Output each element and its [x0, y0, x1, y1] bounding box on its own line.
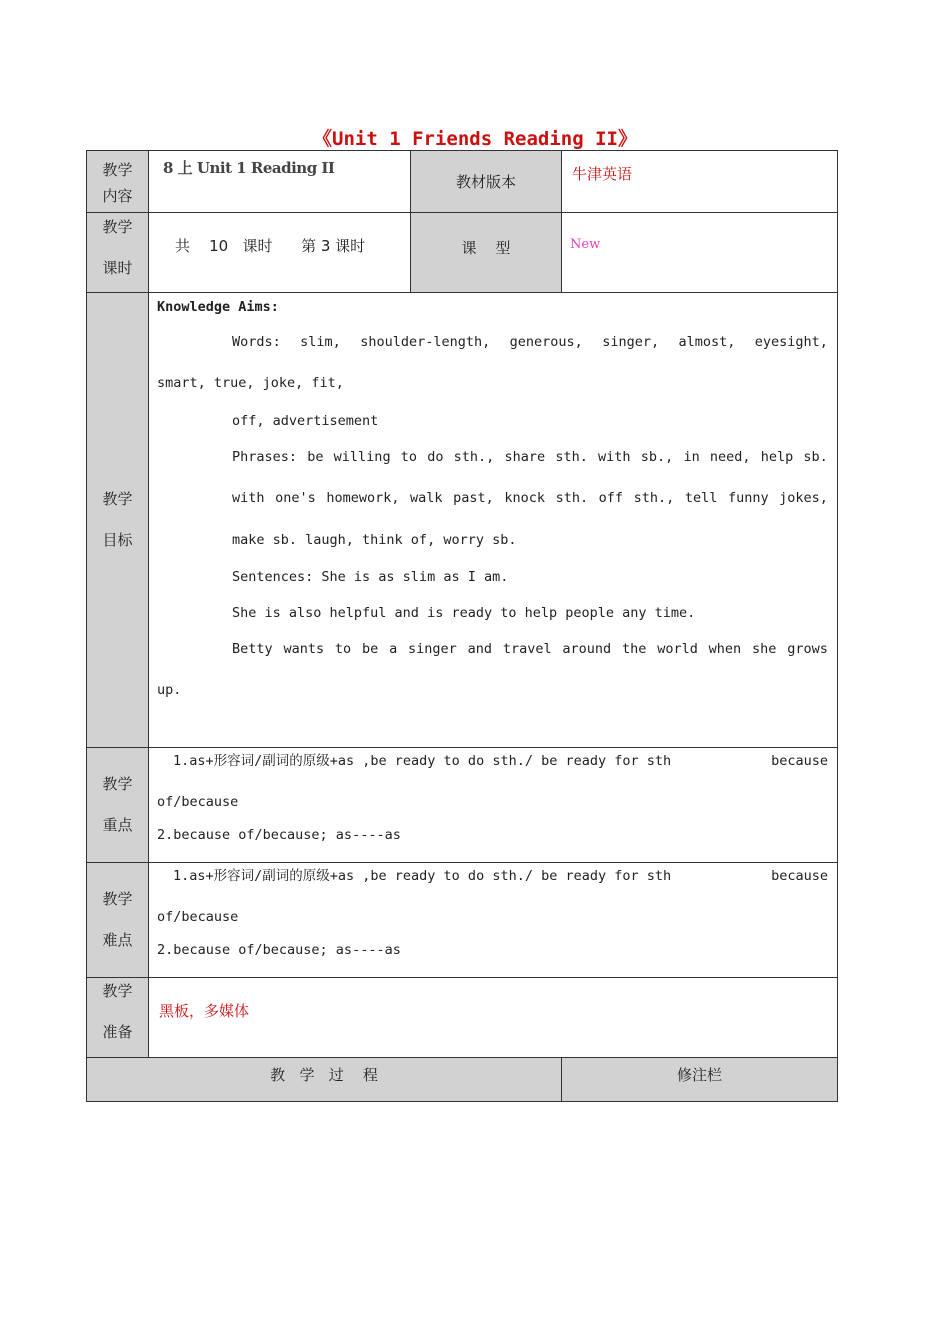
row-key-points	[87, 748, 838, 863]
word: world	[657, 641, 698, 657]
word: when	[708, 641, 742, 657]
label-difficulties	[87, 863, 149, 978]
type-value: New	[570, 237, 601, 252]
word: off	[598, 490, 624, 506]
label-line: 内容	[102, 187, 133, 205]
key-points-text-end: because	[771, 753, 828, 769]
edition-value: 牛津英语	[572, 165, 633, 183]
difficulties-text: 1.as+形容词/副词的原级+as ,be ready to do sth./ be ready for sth	[173, 868, 672, 884]
word: sth.	[555, 490, 589, 506]
edition-label-cell	[411, 151, 562, 213]
notes-label: 修注栏	[676, 1066, 722, 1084]
word: eyesight,	[754, 334, 828, 350]
label-line: 教学	[102, 775, 133, 793]
notes-label-cell	[562, 1058, 838, 1102]
label-line: 教学	[102, 218, 133, 236]
word: in	[683, 449, 700, 465]
word: funny	[727, 490, 769, 506]
label-line: 难点	[102, 931, 133, 949]
word: sb.	[803, 449, 828, 465]
label-aims	[87, 293, 149, 748]
aims-words-line-1	[157, 321, 828, 363]
aims-content-cell	[149, 293, 838, 748]
word: the	[622, 641, 647, 657]
label-line: 准备	[102, 1023, 133, 1041]
word: singer	[408, 641, 457, 657]
key-points-text: 1.as+形容词/副词的原级+as ,be ready to do sth./ be ready for sth	[173, 753, 672, 769]
word: a	[389, 641, 398, 657]
row-difficulties	[87, 863, 838, 978]
aims-phrases-line-2	[157, 475, 828, 521]
difficulties-text-end: because	[771, 868, 828, 884]
word: with	[598, 449, 631, 465]
word: homework,	[326, 490, 400, 506]
label-line: 教学	[102, 490, 133, 508]
word: grows	[787, 641, 828, 657]
word: do	[427, 449, 444, 465]
word: wants	[283, 641, 325, 657]
word: walk	[410, 490, 443, 506]
aims-sentence-3	[157, 631, 828, 667]
aims-sentence-1: Sentences: She is as slim as I am.	[232, 569, 509, 585]
label-line: 课时	[102, 259, 133, 277]
word: shoulder-length,	[360, 334, 491, 350]
word: Words:	[232, 334, 281, 350]
word: need,	[709, 449, 751, 465]
edition-value-cell	[562, 151, 838, 213]
word: to	[334, 641, 352, 657]
row-preparation	[87, 978, 838, 1058]
key-points-line-2: of/because	[157, 794, 239, 810]
word: jokes,	[779, 490, 828, 506]
word: one's	[275, 490, 316, 506]
label-preparation	[87, 978, 149, 1058]
difficulties-line-3: 2.because of/because; as----as	[157, 942, 401, 958]
label-line: 目标	[102, 531, 133, 549]
word: singer,	[602, 334, 660, 350]
label-key-points	[87, 748, 149, 863]
label-line: 重点	[102, 816, 133, 834]
row-aims	[87, 293, 838, 748]
process-label: 教 学 过 程	[270, 1066, 378, 1084]
page-title: 《Unit 1 Friends Reading II》	[313, 128, 637, 150]
word: be	[307, 449, 324, 465]
row-process	[87, 1058, 838, 1102]
hours-total: 共 10 课时	[175, 237, 273, 255]
aims-words-line-3: off, advertisement	[232, 413, 379, 429]
label-content	[87, 151, 149, 213]
type-value-cell	[562, 213, 838, 293]
aims-words-line-2: smart, true, joke, fit,	[157, 375, 344, 391]
difficulties-line-1	[157, 863, 828, 889]
aims-phrases-line-1	[157, 439, 828, 475]
type-label: 课 型	[461, 239, 511, 257]
key-points-line-1	[157, 748, 828, 774]
word: Phrases:	[232, 449, 298, 465]
word: knock	[504, 490, 545, 506]
hours-value	[149, 213, 410, 256]
label-line: 教学	[102, 890, 133, 908]
word: Betty	[232, 641, 273, 657]
lesson-plan-table	[86, 150, 838, 1102]
aims-sentence-2: She is also helpful and is ready to help people any time.	[232, 605, 696, 621]
edition-label: 教材版本	[455, 173, 516, 191]
difficulties-line-2: of/because	[157, 909, 239, 925]
word: she	[751, 641, 777, 657]
word: generous,	[509, 334, 583, 350]
label-line: 教学	[102, 982, 133, 1000]
word: sth.,	[453, 449, 495, 465]
word: almost,	[678, 334, 736, 350]
word: and	[467, 641, 492, 657]
hours-current: 第 3 课时	[301, 237, 366, 255]
word: willing	[333, 449, 391, 465]
word: tell	[684, 490, 718, 506]
type-label-cell	[411, 213, 562, 293]
hours-value-cell	[149, 213, 411, 293]
aims-phrases-line-3: make sb. laugh, think of, worry sb.	[232, 532, 517, 548]
word: travel	[502, 641, 552, 657]
label-hours	[87, 213, 149, 293]
difficulties-cell	[149, 863, 838, 978]
row-content	[87, 151, 838, 213]
label-line: 教学	[102, 161, 133, 179]
word: around	[562, 641, 612, 657]
word: to	[400, 449, 418, 465]
word: help	[760, 449, 794, 465]
preparation-value: 黑板，多媒体	[159, 1002, 250, 1020]
word: sth.,	[633, 490, 675, 506]
key-points-cell	[149, 748, 838, 863]
word: with	[232, 490, 265, 506]
content-value: 8 上 Unit 1 Reading II	[163, 159, 335, 177]
process-label-cell	[87, 1058, 562, 1102]
word: sb.,	[640, 449, 674, 465]
row-hours	[87, 213, 838, 293]
word: past,	[453, 490, 494, 506]
word: be	[361, 641, 379, 657]
content-value-cell	[149, 151, 411, 213]
preparation-cell	[149, 978, 838, 1058]
word: slim,	[300, 334, 341, 350]
aims-heading: Knowledge Aims:	[157, 299, 279, 315]
word: share	[504, 449, 546, 465]
word: sth.	[555, 449, 588, 465]
key-points-line-3: 2.because of/because; as----as	[157, 827, 401, 843]
aims-sentence-3-cont: up.	[157, 682, 182, 698]
